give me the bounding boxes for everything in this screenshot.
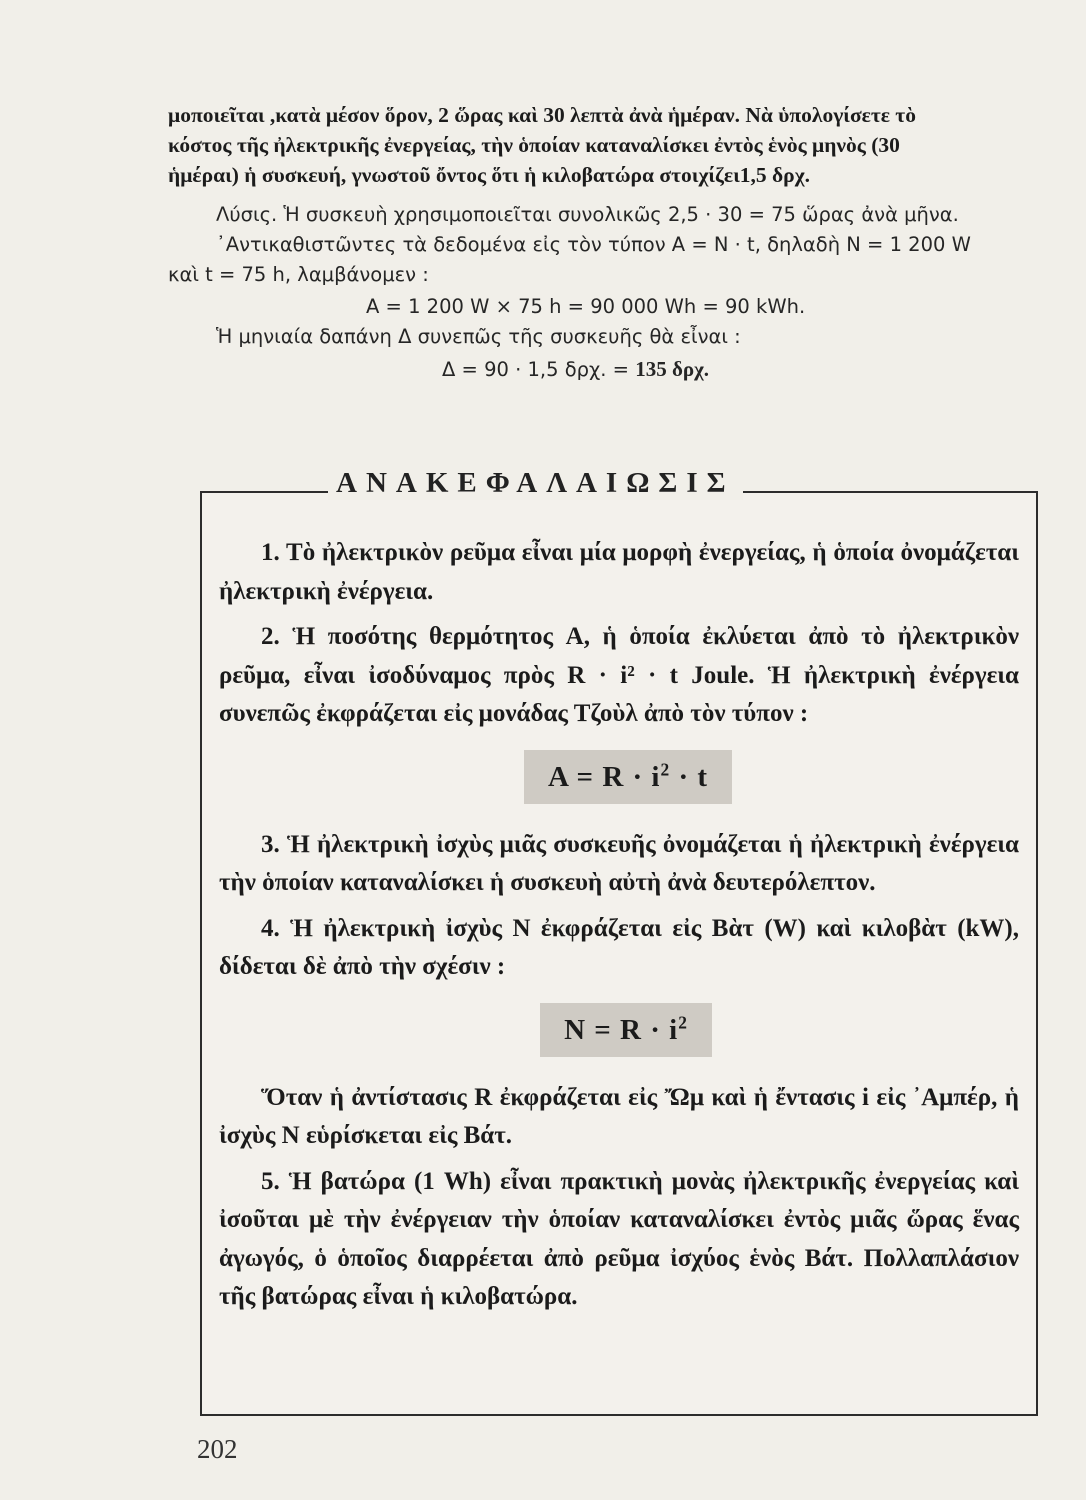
problem-line: ἡμέραι) ἡ συσκευή, γνωστοῦ ὄντος ὅτι ἡ κιλοβατώρα στοιχίζει1,5 δρχ.	[168, 163, 810, 187]
summary-item-3: 3. Ἡ ἠλεκτρικὴ ἰσχὺς μιᾶς συσκευῆς ὀνομάζεται ἡ ἠλεκτρικὴ ἐνέργεια τὴν ὁποίαν καταναλίσκει ἡ συσκευὴ αὐτὴ ἀνὰ δευτερόλεπτον.	[219, 830, 1019, 896]
problem-line: κόστος τῆς ἠλεκτρικῆς ἐνεργείας, τὴν ὁποίαν καταναλίσκει ἐντὸς ἑνὸς μηνὸς (30	[168, 133, 900, 157]
solution-line: Λύσις. Ἡ συσκευὴ χρησιμοποιεῖται συνολικῶς 2,5 · 30 = 75 ὥρας ἀνὰ μῆνα.	[216, 203, 959, 226]
cost-result: 135 δρχ.	[635, 357, 710, 381]
solution-block	[168, 200, 1033, 385]
formula-power-left: N = R · i	[564, 1013, 679, 1046]
summary-content	[219, 534, 1019, 1324]
problem-line: μοποιεῖται ,κατὰ μέσον ὅρον, 2 ὥρας καὶ 30 λεπτὰ ἀνὰ ἡμέραν. Νὰ ὑπολογίσετε τὸ	[168, 103, 916, 127]
page-number: 202	[197, 1434, 238, 1464]
solution-line: ᾿Αντικαθιστῶντες τὰ δεδομένα εἰς τὸν τύπον A = N · t, δηλαδὴ N = 1 200 W	[216, 233, 971, 256]
solution-formula-energy: A = 1 200 W × 75 h = 90 000 Wh = 90 kWh.	[366, 295, 806, 318]
summary-title: ΑΝΑΚΕΦΑΛΑΙΩΣΙΣ	[328, 467, 743, 500]
summary-item-1: 1. Τὸ ἠλεκτρικὸν ρεῦμα εἶναι μία μορφὴ ἐνεργείας, ἡ ὁποία ὀνομάζεται ἠλεκτρικὴ ἐνέργεια.	[219, 539, 1019, 605]
formula-energy-exponent: 2	[660, 758, 671, 779]
formula-energy-right: · t	[670, 760, 709, 793]
solution-formula-cost	[168, 354, 1033, 385]
formula-power-exponent: 2	[678, 1011, 688, 1032]
formula-energy-box	[524, 750, 732, 804]
solution-line: Ἡ μηνιαία δαπάνη Δ συνεπῶς τῆς συσκευῆς θὰ εἶναι :	[216, 325, 741, 348]
formula-energy-left: A = R · i	[547, 760, 661, 793]
cost-expression: Δ = 90 · 1,5 δρχ. =	[442, 358, 636, 381]
summary-item-4-note: Ὅταν ἡ ἀντίστασις R ἐκφράζεται εἰς Ὤμ καὶ ἡ ἔντασις i εἰς ᾿Αμπέρ, ἡ ἰσχὺς N εὑρίσκεται εἰς Βάτ.	[219, 1083, 1019, 1149]
summary-item-4: 4. Ἡ ἠλεκτρικὴ ἰσχὺς N ἐκφράζεται εἰς Βὰτ (W) καὶ κιλοβὰτ (kW), δίδεται δὲ ἀπὸ τὴν σχέσιν :	[219, 914, 1019, 980]
problem-statement	[168, 100, 1033, 190]
solution-line: καὶ t = 75 h, λαμβάνομεν :	[168, 263, 429, 286]
summary-item-5: 5. Ἡ βατώρα (1 Wh) εἶναι πρακτικὴ μονὰς ἠλεκτρικῆς ἐνεργείας καὶ ἰσοῦται μὲ τὴν ἐνέργειαν τὴν ὁποίαν καταναλίσκει ἐντὸς μιᾶς ὥρας ἕνας ἀγωγός, ὁ ὁποῖος διαρρέεται ἀπὸ ρεῦμα ἰσχύος ἑνὸς Βάτ. Πολλαπλάσιον τῆς βατώρας εἶναι ἡ κιλοβατώρα.	[219, 1167, 1019, 1310]
summary-item-2: 2. Ἡ ποσότης θερμότητος A, ἡ ὁποία ἐκλύεται ἀπὸ τὸ ἠλεκτρικὸν ρεῦμα, εἶναι ἰσοδύναμος πρὸς R · i² · t Joule. Ἡ ἠλεκτρικὴ ἐνέργεια συνεπῶς ἐκφράζεται εἰς μονάδας Τζοὺλ ἀπὸ τὸν τύπον :	[219, 623, 1019, 727]
formula-power-box	[540, 1003, 712, 1057]
